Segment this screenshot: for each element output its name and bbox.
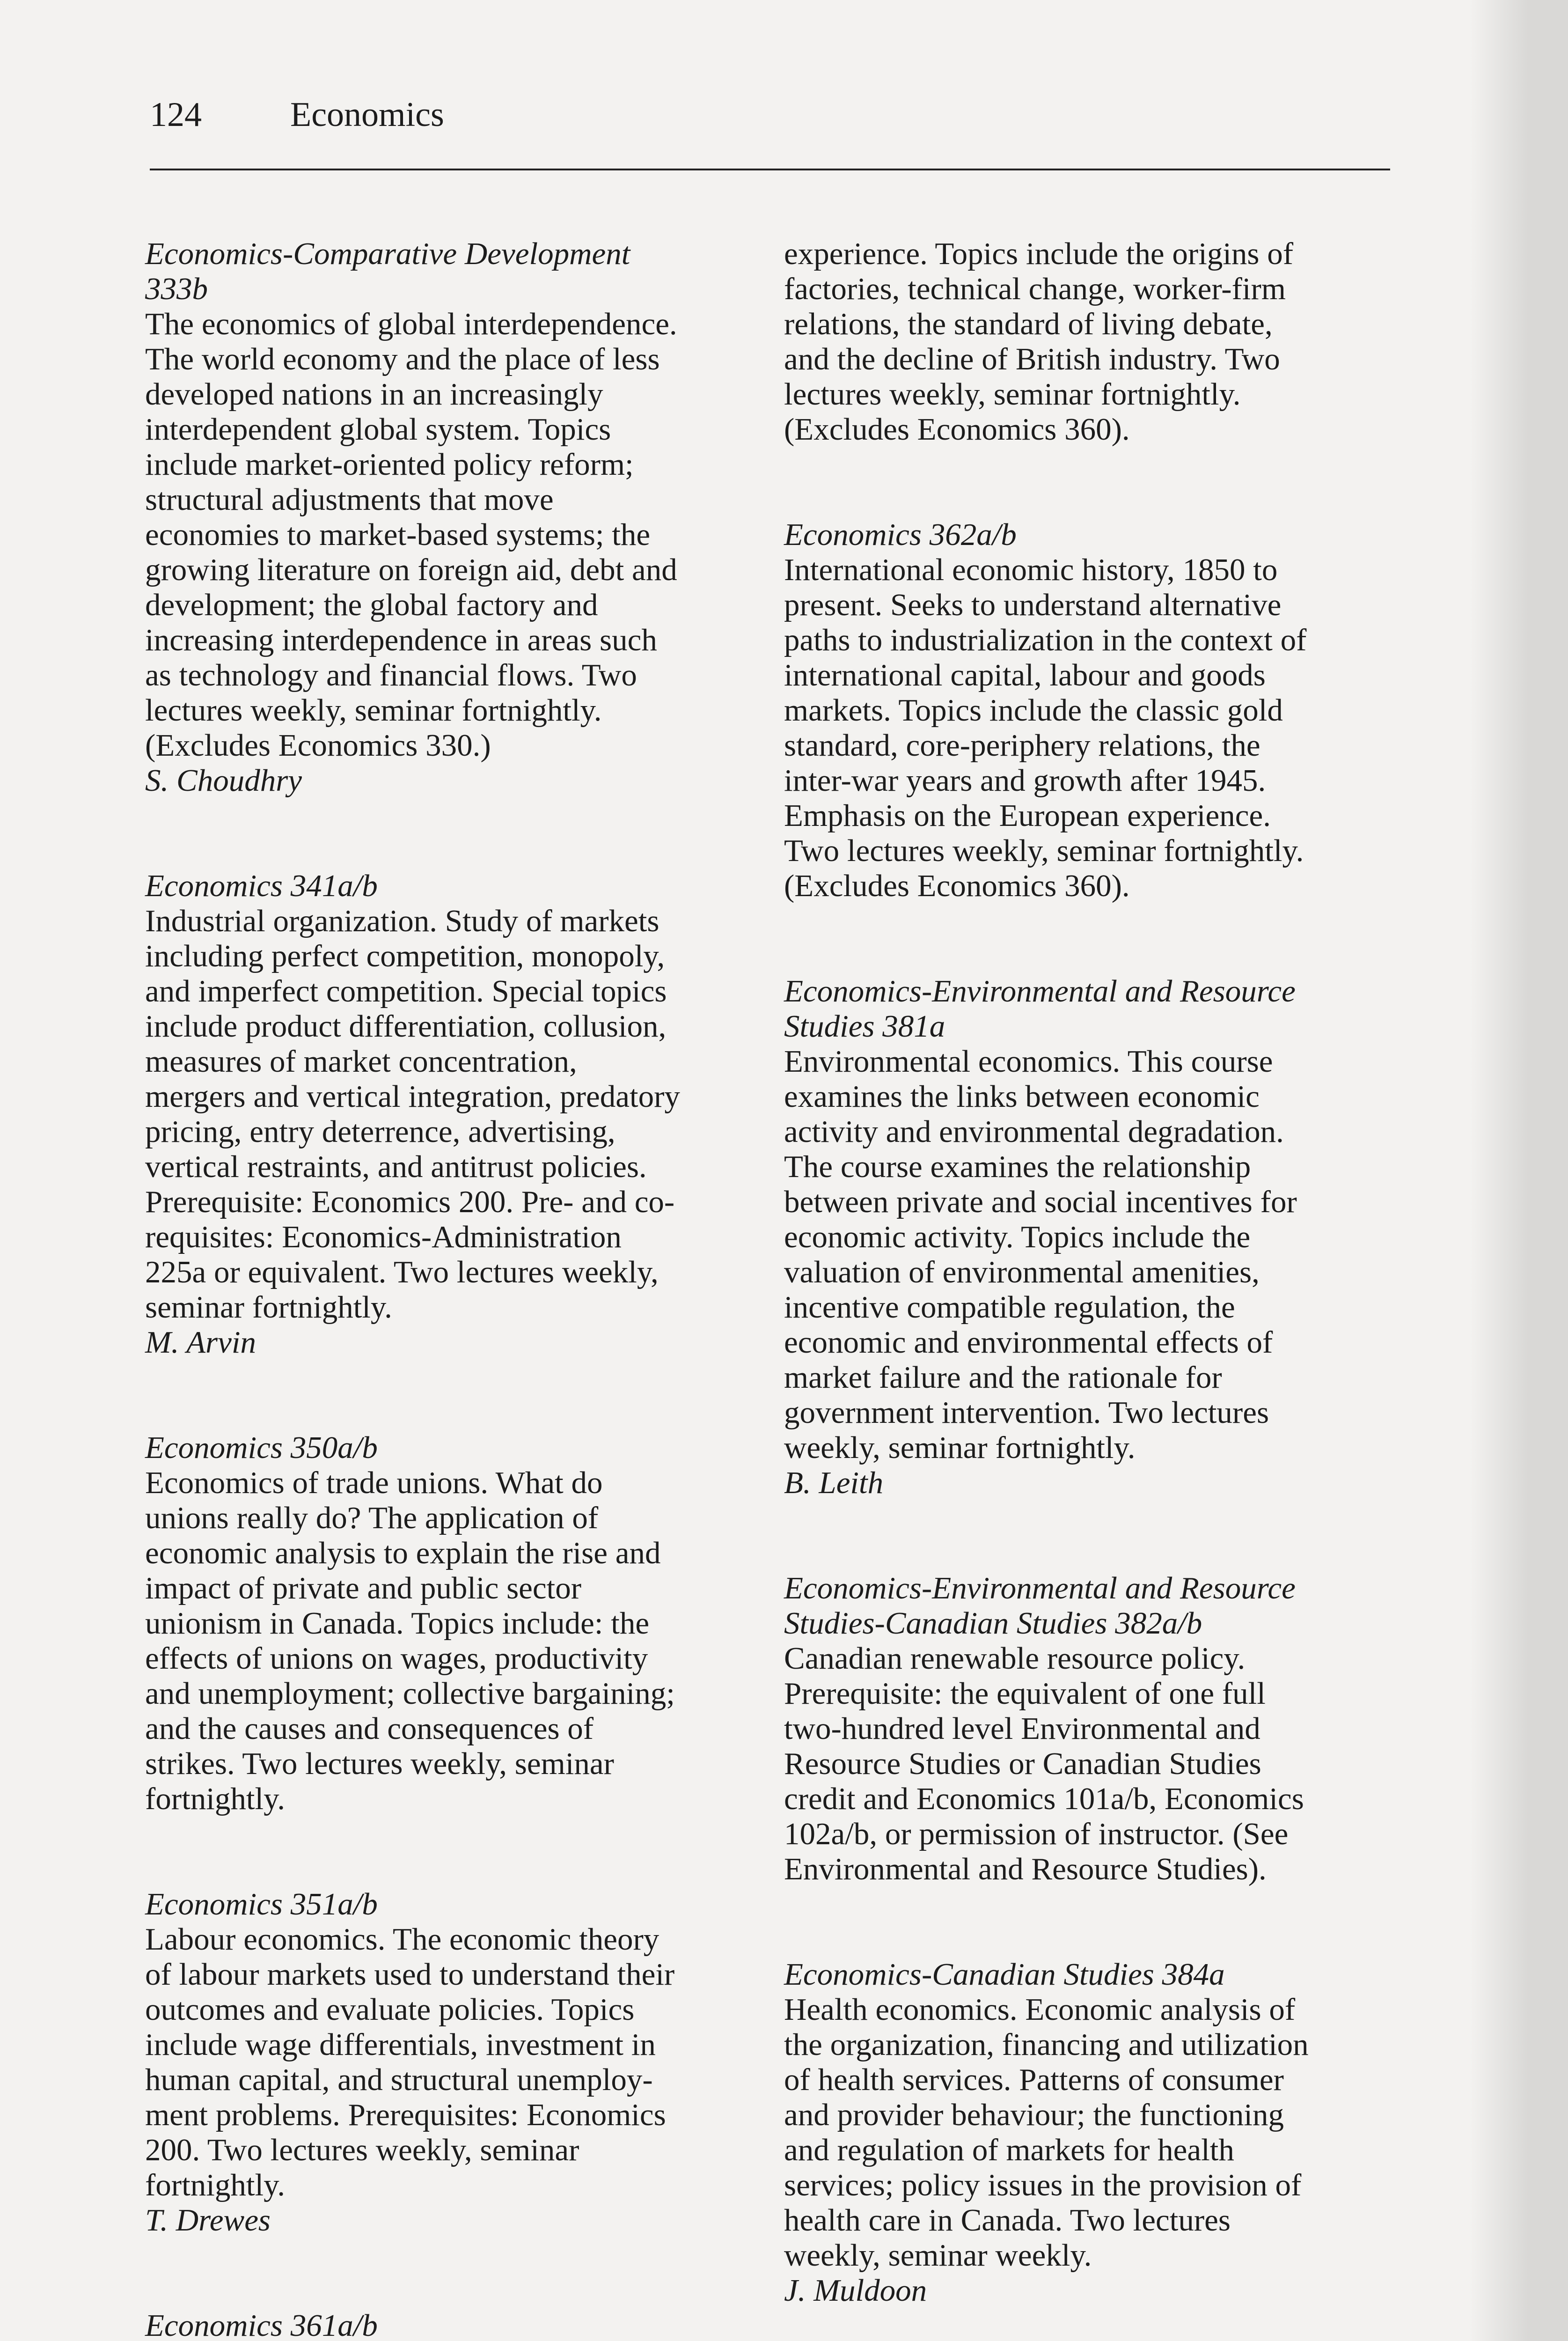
course-description: Environmental economics. This course examines the links between economic activity and environmental degradation. The course examines the relationship between private and social incentives for economic activity. Topics include the valuation of environmental amenities, incentive compatible regulation, the economic and environmental effects of market failure and the rationale for government intervention. Two lectures weekly, seminar fortnightly. bbox=[784, 1044, 1297, 1465]
course-title: Economics-Environmental and Resource Studies 381a bbox=[784, 974, 1296, 1044]
left-column bbox=[145, 236, 754, 2341]
course-instructor: B. Leith bbox=[784, 1465, 884, 1500]
course-entry bbox=[145, 1887, 754, 2238]
page-number: 124 bbox=[150, 96, 202, 134]
course-description: Labour economics. The economic theory of labour markets used to understand their outcomes and evaluate policies. Topics include wage differentials, investment in human capital, and structural unemploy- ment problems. Prerequisites: Economics 200. Two lectures weekly, seminar fortnightly. bbox=[145, 1922, 675, 2202]
course-description: Industrial organization. Study of markets including perfect competition, monopoly, and imperfect competition. Special topics include product differentiation, collusion, measures of market concentration, mergers and vertical integration, predatory pricing, entry deterrence, advertising, vertical restraints, and antitrust policies. Prerequisite: Economics 200. Pre- and co- requisites: Economics-Administration 225a or equivalent. Two lectures weekly, seminar fortnightly. bbox=[145, 904, 680, 1325]
course-entry bbox=[784, 1571, 1392, 1887]
course-entry bbox=[145, 1430, 754, 1817]
course-instructor: T. Drewes bbox=[145, 2203, 271, 2238]
course-description: International economic history, 1850 to present. Seeks to understand alternative paths to industrialization in the context of international capital, labour and goods markets. Topics include the classic gold standard, core-periphery relations, the inter-war years and growth after 1945. Emphasis on the European experience. Two lectures weekly, seminar fortnightly. (Excludes Economics 360). bbox=[784, 552, 1307, 903]
course-entry bbox=[784, 236, 1392, 447]
course-description: Health economics. Economic analysis of the organization, financing and utilization of health services. Patterns of consumer and provider behaviour; the functioning and regulation of markets for health services; policy issues in the provision of health care in Canada. Two lectures weekly, seminar weekly. bbox=[784, 1992, 1309, 2273]
page-header bbox=[150, 87, 444, 143]
course-entry bbox=[784, 1957, 1392, 2308]
course-instructor: M. Arvin bbox=[145, 1325, 256, 1360]
course-title: Economics 351a/b bbox=[145, 1887, 378, 1921]
course-description: experience. Topics include the origins of factories, technical change, worker-firm relations, the standard of living debate, and the decline of British industry. Two lectures weekly, seminar fortnightly. (Excludes Economics 360). bbox=[784, 236, 1294, 447]
course-entry bbox=[145, 236, 754, 798]
course-description: Canadian renewable resource policy. Prerequisite: the equivalent of one full two-hundred level Environmental and Resource Studies or Canadian Studies credit and Economics 101a/b, Economics 102a/b, or permission of instructor. (See Environmental and Resource Studies). bbox=[784, 1641, 1304, 1886]
right-column bbox=[784, 236, 1392, 2341]
course-entry bbox=[784, 517, 1392, 904]
scan-edge-shadow bbox=[1470, 0, 1568, 2341]
course-entry bbox=[145, 869, 754, 1360]
course-entry bbox=[784, 974, 1392, 1501]
course-title: Economics 350a/b bbox=[145, 1430, 378, 1465]
course-title: Economics-Comparative Development 333b bbox=[145, 236, 630, 306]
course-title: Economics-Environmental and Resource Studies-Canadian Studies 382a/b bbox=[784, 1571, 1296, 1641]
course-description: The economics of global interdependence. The world economy and the place of less developed nations in an increasingly interdependent global system. Topics include market-oriented policy reform; structural adjustments that move economies to market-based systems; the growing literature on foreign aid, debt and development; the global factory and increasing interdependence in areas such as technology and financial flows. Two lectures weekly, seminar fortnightly. (Excludes Economics 330.) bbox=[145, 307, 677, 763]
course-description: Economics of trade unions. What do unions really do? The application of economic analysis to explain the rise and impact of private and public sector unionism in Canada. Topics include: the effects of unions on wages, productivity and unemployment; collective bargaining; and the causes and consequences of strikes. Two lectures weekly, seminar fortnightly. bbox=[145, 1465, 675, 1816]
course-title: Economics-Canadian Studies 384a bbox=[784, 1957, 1225, 1992]
course-title: Economics 341a/b bbox=[145, 869, 378, 903]
course-entry bbox=[145, 2308, 754, 2341]
section-title: Economics bbox=[290, 96, 444, 134]
course-instructor: J. Muldoon bbox=[784, 2273, 927, 2308]
header-rule bbox=[150, 169, 1390, 170]
course-instructor: S. Choudhry bbox=[145, 763, 302, 798]
course-title: Economics 362a/b bbox=[784, 517, 1017, 552]
course-title: Economics 361a/b bbox=[145, 2308, 378, 2341]
